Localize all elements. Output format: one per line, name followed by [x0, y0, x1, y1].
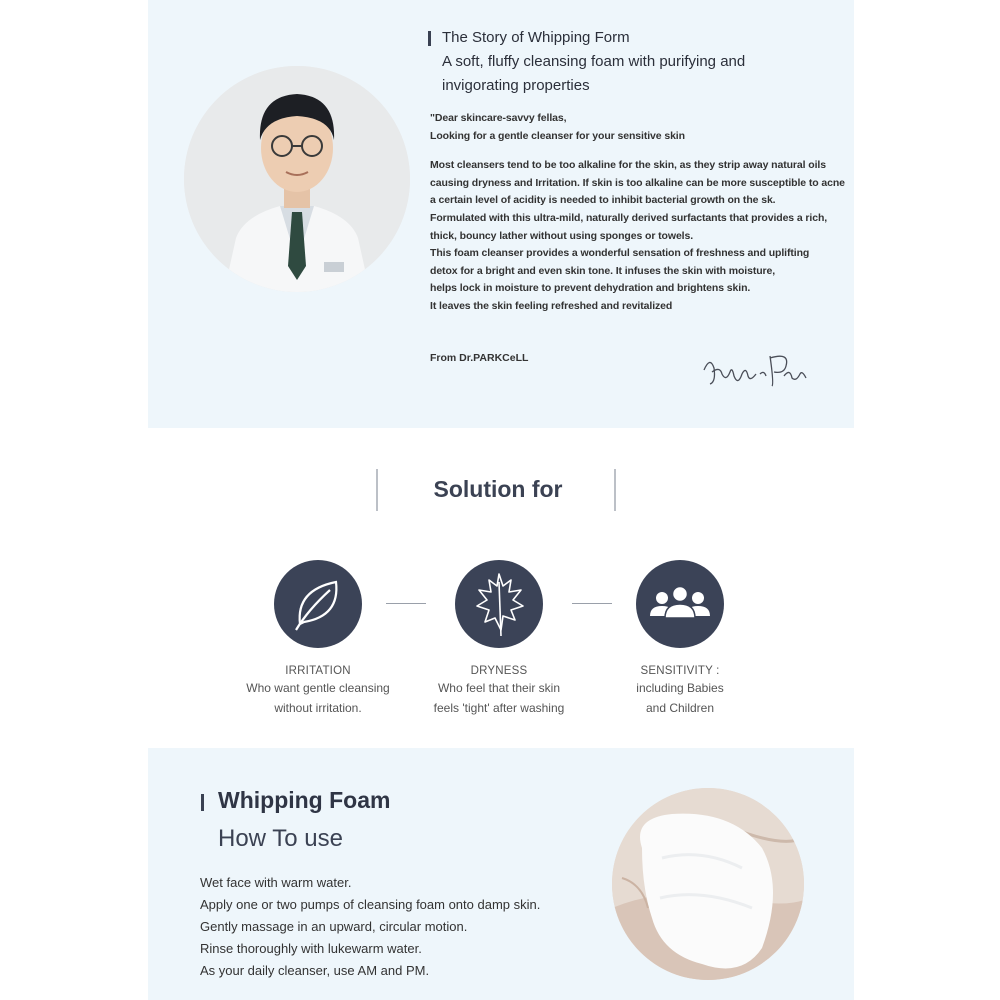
- howto-title: Whipping Foam: [218, 787, 391, 813]
- step-item: Apply one or two pumps of cleansing foam onto damp skin.: [200, 897, 541, 912]
- greeting-line: "Dear skincare-savvy fellas,: [430, 112, 567, 124]
- dry-leaf-icon: [455, 560, 543, 648]
- solution-title: Solution for: [433, 476, 563, 502]
- solution-label: DRYNESS: [470, 665, 528, 677]
- story-title: The Story of Whipping Form: [442, 29, 630, 46]
- body-line: This foam cleanser provides a wonderful sensation of freshness and uplifting: [430, 247, 810, 260]
- divider-left: [376, 469, 378, 511]
- doctor-portrait: [184, 66, 410, 292]
- people-group-icon: [636, 560, 724, 648]
- handwritten-signature: [700, 348, 812, 392]
- letter-from: From Dr.PARKCeLL: [430, 352, 529, 364]
- solution-item-sensitivity: [580, 560, 780, 717]
- body-line: causing dryness and Irritation. If skin is too alkaline can be more susceptible to acne: [430, 176, 845, 189]
- solution-label: SENSITIVITY :: [640, 665, 720, 677]
- story-header: [428, 28, 848, 98]
- body-line: detox for a bright and even skin tone. It infuses the skin with moisture,: [430, 264, 776, 277]
- leaf-icon: [274, 560, 362, 648]
- howto-subtitle: How To use: [218, 825, 343, 852]
- greeting-line: Looking for a gentle cleanser for your sensitive skin: [430, 129, 685, 142]
- step-item: As your daily cleanser, use AM and PM.: [200, 963, 430, 978]
- how-title-bar-accent: [201, 794, 204, 811]
- step-item: Rinse thoroughly with lukewarm water.: [200, 941, 422, 956]
- body-line: a certain level of acidity is needed to inhibit bacterial growth on the sk.: [430, 194, 776, 207]
- solution-item-irritation: [218, 560, 418, 717]
- body-line: Most cleansers tend to be too alkaline for the skin, as they strip away natural oils: [430, 159, 826, 172]
- story-subtitle: A soft, fluffy cleansing foam with purifying and invigorating properties: [442, 53, 746, 94]
- doctor-illustration: [184, 66, 410, 292]
- solution-label: IRRITATION: [285, 665, 351, 677]
- story-section: [148, 0, 854, 428]
- solution-desc: without irritation.: [274, 701, 362, 715]
- solution-desc: Who feel that their skin: [437, 681, 561, 695]
- solution-desc: and Children: [645, 701, 715, 715]
- body-line: It leaves the skin feeling refreshed and revitalized: [430, 299, 673, 312]
- body-line: thick, bouncy lather without using sponges or towels.: [430, 229, 694, 242]
- title-bar-accent: [428, 31, 431, 46]
- step-item: Wet face with warm water.: [200, 875, 352, 890]
- story-letter: [430, 110, 854, 316]
- howto-steps: [200, 872, 540, 982]
- body-line: Formulated with this ultra-mild, naturally derived surfactants that provides a rich,: [430, 211, 828, 224]
- solution-item-dryness: [399, 560, 599, 717]
- solution-desc: Who want gentle cleansing: [246, 681, 390, 695]
- divider-right: [614, 469, 616, 511]
- step-item: Gently massage in an upward, circular motion.: [200, 919, 468, 934]
- solution-desc: including Babies: [636, 681, 724, 695]
- solution-desc: feels 'tight' after washing: [433, 701, 565, 715]
- body-line: helps lock in moisture to prevent dehydration and brightens skin.: [430, 282, 751, 295]
- foam-on-hand-photo: [612, 788, 804, 980]
